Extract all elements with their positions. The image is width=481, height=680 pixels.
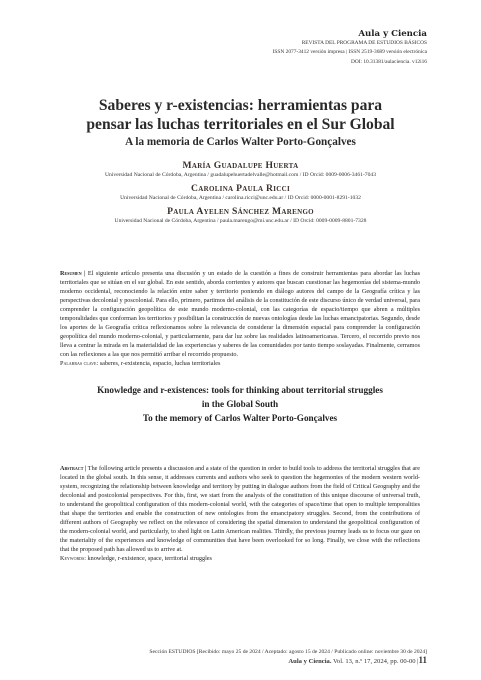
author-affiliation: Universidad Nacional de Córdoba, Argentina / guadalupehuertadelvalle@hotmail.com / ID Orcid: 0009-0006-3461-7043 (105, 172, 376, 178)
article-title-line-2: pensar las luchas territoriales en el Sur Global (86, 116, 395, 133)
abstract-label: Abstract | (60, 465, 87, 472)
journal-header (273, 30, 427, 67)
authors-block (0, 160, 481, 229)
author-name: Carolina Paula Ricci (191, 183, 290, 194)
author-name: Paula Ayelen Sánchez Marengo (167, 206, 314, 217)
keywords (60, 554, 420, 563)
article-dedication: A la memoria de Carlos Walter Porto-Gonçalves (125, 136, 356, 148)
palabras-clave-label: Palabras clave: (60, 360, 99, 368)
english-title-line-1: Knowledge and r-existences: tools for thinking about territorial struggles (97, 385, 383, 395)
footer-journal-name: Aula y Ciencia. (288, 658, 332, 665)
journal-issn: ISSN 2077-3412 versión impresa | ISSN 2519-3689 versión electrónica (272, 49, 427, 56)
journal-doi: DOI: 10.31381/aulaciencia. v12i16 (350, 58, 427, 65)
english-title-line-2: in the Global South (201, 399, 279, 409)
article-title-line-1: Saberes y r-existencias: herramientas para (98, 97, 383, 114)
footer-section-dates: Sección ESTUDIOS [Recibido: mayo 25 de 2024 / Aceptado: agosto 15 de 2024 / Publicado online: noviembre 30 de 2024] (149, 649, 427, 655)
abstract-text: The following article presents a discussion and a state of the question in order to build tools to address the territorial struggles that are located in the global south. In this sense, it addresses currents and authors who seek to question the hegemonies of the modern western world-system, recognizing the relationship between knowledge and territory by putting in dialogue authors from the field of Critical Geography and the decolonial and postcolonial perspectives. For this, first, we start from the analysis of the constitution of this unique discourse of universal truth, to understand the geopolitical configuration of this modern-colonial world, with the categories of space/time that open to multiple temporalities that shape the territories and enable the construction of new ontologies from the emancipatory struggles. Second, from the contributions of different authors of Geography we reflect on the relevance of considering the spatial dimension to understand the geopolitical configuration of the modern-colonial world, and particularly, to shed light on Latin American realities. Thirdly, the previous journey leads us to focus our gaze on the materiality of the experiences and knowledge of communities that have been overlooked for so long. Finally, we close with the reflections that the proposed path has allowed us to arrive at. (60, 465, 420, 554)
palabras-clave-text: saberes, r-existencia, espacio, luchas territoriales (98, 360, 221, 368)
footer-citation-text: Vol. 13, n.º 17, 2024, pp. 00-00 | (331, 658, 419, 665)
keywords-label: Keywords: (60, 555, 86, 563)
resumen-paragraph (60, 269, 420, 359)
english-title-block (60, 383, 420, 425)
page-number: 11 (418, 655, 427, 665)
author-name: María Guadalupe Huerta (182, 160, 299, 171)
abstract-section (60, 464, 420, 564)
footer-citation (149, 656, 427, 666)
author-affiliation: Universidad Nacional de Córdoba, Argentina / paula.marengo@mi.unc.edu.ar / ID Orcid: 0009-0009-8801-7328 (114, 218, 367, 224)
author-affiliation: Universidad Nacional de Córdoba, Argentina / carolina.ricci@unc.edu.ar / ID Orcid: 0000-0001-8291-1032 (120, 195, 361, 201)
journal-name: Aula y Ciencia (358, 29, 427, 39)
abstract-paragraph (60, 464, 420, 554)
resumen-section (60, 269, 420, 369)
journal-program: REVISTA DEL PROGRAMA DE ESTUDIOS BÁSICOS (301, 40, 427, 47)
keywords-text: knowledge, r-existence, space, territorial struggles (85, 555, 212, 563)
resumen-label: Resumen | (60, 270, 86, 277)
palabras-clave (60, 359, 420, 368)
title-block (0, 96, 481, 149)
english-dedication: To the memory of Carlos Walter Porto-Gonçalves (142, 413, 338, 423)
resumen-text: El siguiente artículo presenta una discusión y un estado de la cuestión a fines de construir herramientas para abordar las luchas territoriales que se sitúan en el sur global. En este sentido, aborda corrientes y autores que buscan cuestionar las hegemonías del sistema-mundo moderno occidental, reconociendo la relación entre saber y territorio poniendo en diálogo autores del campo de la Geografía crítica y las perspectivas decolonial y poscolonial. Para ello, primero, partimos del análisis de la constitución de este discurso único de verdad universal, para comprender la configuración geopolítica de este mundo moderno-colonial, con las categorías de espacio/tiempo que abren a múltiples temporalidades que conforman los territorios y posibilitan la construcción de nuevas ontologías desde las luchas emancipatorias. Segundo, desde los aportes de la Geografía crítica reflexionamos sobre la relevancia de considerar la dimensión espacial para comprender la configuración geopolítica del mundo moderno-colonial, y particularmente, para dar luz sobre las realidades latinoamericanas. Tercero, el recorrido previo nos lleva a centrar la mirada en la materialidad de las experiencias y saberes de las comunidades por tanto tiempo soslayadas. Finalmente, cerramos con las reflexiones a las que nos permitió arribar el recorrido propuesto. (60, 270, 420, 359)
page-footer (149, 648, 427, 666)
